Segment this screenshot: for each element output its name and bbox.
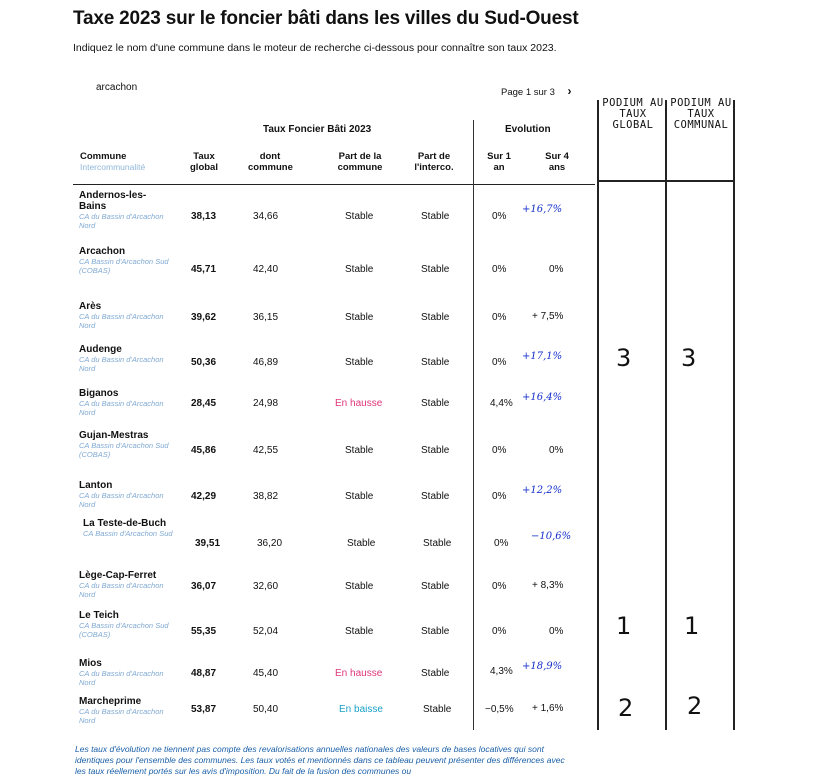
part-commune: Stable: [345, 264, 374, 275]
part-commune: Stable: [345, 357, 374, 368]
evolution-4-ans: +18,9%: [522, 661, 563, 672]
part-interco: Stable: [421, 398, 450, 409]
part-commune: Stable: [345, 626, 374, 637]
evolution-1-an: −0,5%: [485, 704, 514, 715]
part-interco: Stable: [423, 538, 452, 549]
dont-commune: 36,20: [257, 538, 283, 549]
pagination: [501, 84, 572, 98]
evolution-4-ans: −10,6%: [531, 531, 572, 542]
part-commune: En hausse: [335, 398, 383, 409]
commune-group: CA Bassin d'Arcachon Sud (COBAS): [79, 257, 169, 275]
taux-global: 50,36: [191, 357, 217, 368]
commune-group: CA du Bassin d'Arcachon Nord: [79, 581, 164, 599]
evolution-4-ans: + 1,6%: [532, 703, 564, 714]
header-commune[interactable]: Commune: [80, 151, 127, 162]
evolution-1-an: 4,3%: [490, 666, 513, 677]
evolution-1-an: 0%: [492, 264, 507, 275]
page-subtitle: Indiquez le nom d'une commune dans le moteur de recherche ci-dessous pour connaître son taux 2023.: [73, 42, 557, 54]
commune-name: Gujan-Mestras CA Bassin d'Arcachon Sud (COBAS): [79, 430, 169, 459]
dont-commune: 38,82: [253, 491, 279, 502]
evolution-1-an: 0%: [492, 211, 507, 222]
pen-rule-right: [733, 100, 735, 730]
dont-commune: 42,40: [253, 264, 279, 275]
evolution-4-ans: 0%: [549, 626, 564, 637]
dont-commune: 50,40: [253, 704, 279, 715]
commune-group: CA du Bassin d'Arcachon Nord: [79, 491, 164, 509]
commune-group: CA Bassin d'Arcachon Sud: [83, 529, 173, 538]
taux-global: 36,07: [191, 581, 217, 592]
rank-global-audenge: 3: [616, 344, 632, 372]
part-interco: Stable: [423, 704, 452, 715]
header-part-interco[interactable]: Part de l'interco.: [414, 151, 454, 173]
evolution-1-an: 0%: [494, 538, 509, 549]
pen-rule-left: [597, 100, 599, 730]
evolution-divider: [473, 120, 474, 730]
dont-commune: 52,04: [253, 626, 279, 637]
pen-rule-middle: [665, 100, 667, 730]
header-part-commune[interactable]: Part de la commune: [337, 151, 383, 173]
evolution-4-ans: 0%: [549, 264, 564, 275]
chevron-right-icon[interactable]: ›: [567, 84, 572, 98]
commune-name: Lanton CA du Bassin d'Arcachon Nord: [79, 480, 169, 509]
part-interco: Stable: [421, 357, 450, 368]
rank-communal-marcheprime: 2: [687, 692, 703, 720]
part-commune: En baisse: [339, 704, 383, 715]
part-interco: Stable: [421, 211, 450, 222]
commune-name: La Teste-de-Buch CA Bassin d'Arcachon Sud: [83, 518, 173, 538]
dont-commune: 24,98: [253, 398, 279, 409]
part-commune: Stable: [345, 491, 374, 502]
section-taux: Taux Foncier Bâti 2023: [263, 124, 372, 135]
commune-name: Arcachon CA Bassin d'Arcachon Sud (COBAS): [79, 246, 169, 275]
header-sur-1-an[interactable]: Sur 1 an: [487, 151, 511, 173]
part-interco: Stable: [421, 264, 450, 275]
part-commune: Stable: [345, 312, 374, 323]
part-interco: Stable: [421, 491, 450, 502]
part-commune: En hausse: [335, 668, 383, 679]
evolution-4-ans: +17,1%: [522, 351, 563, 362]
evolution-4-ans: +16,4%: [522, 392, 563, 403]
commune-name: Lège-Cap-Ferret CA du Bassin d'Arcachon Nord: [79, 570, 169, 599]
commune-group: CA du Bassin d'Arcachon Nord: [79, 212, 164, 230]
dont-commune: 34,66: [253, 211, 279, 222]
dont-commune: 32,60: [253, 581, 279, 592]
commune-group: CA Bassin d'Arcachon Sud (COBAS): [79, 621, 169, 639]
evolution-4-ans: + 8,3%: [532, 580, 564, 591]
evolution-1-an: 0%: [492, 445, 507, 456]
evolution-4-ans: + 7,5%: [532, 311, 564, 322]
evolution-4-ans: +12,2%: [522, 485, 563, 496]
part-commune: Stable: [347, 538, 376, 549]
evolution-4-ans: +16,7%: [522, 204, 563, 215]
handwritten-podium-global: PODIUM AU TAUX GLOBAL: [602, 97, 664, 131]
rank-global-le-teich: 1: [616, 612, 632, 640]
part-commune: Stable: [345, 445, 374, 456]
taux-global: 53,87: [191, 704, 217, 715]
taux-global: 28,45: [191, 398, 217, 409]
evolution-4-ans: 0%: [549, 445, 564, 456]
header-commune-sub: Intercommunalité: [80, 162, 146, 172]
header-divider: [73, 184, 595, 185]
evolution-1-an: 4,4%: [490, 398, 513, 409]
taux-global: 38,13: [191, 211, 217, 222]
commune-name: Biganos CA du Bassin d'Arcachon Nord: [79, 388, 169, 417]
part-interco: Stable: [421, 668, 450, 679]
dont-commune: 42,55: [253, 445, 279, 456]
commune-group: CA du Bassin d'Arcachon Nord: [79, 399, 164, 417]
commune-group: CA Bassin d'Arcachon Sud (COBAS): [79, 441, 169, 459]
evolution-1-an: 0%: [492, 357, 507, 368]
commune-name: Arès CA du Bassin d'Arcachon Nord: [79, 301, 169, 330]
taux-global: 45,71: [191, 264, 217, 275]
evolution-1-an: 0%: [492, 491, 507, 502]
header-taux-global[interactable]: Taux global: [190, 151, 218, 173]
taux-global: 39,62: [191, 312, 217, 323]
taux-global: 42,29: [191, 491, 217, 502]
part-interco: Stable: [421, 581, 450, 592]
page-label: Page 1 sur 3: [501, 87, 555, 98]
commune-group: CA du Bassin d'Arcachon Nord: [79, 312, 164, 330]
commune-group: CA du Bassin d'Arcachon Nord: [79, 355, 164, 373]
commune-name: Andernos-les-Bains CA du Bassin d'Arcachon Nord: [79, 190, 169, 230]
taux-global: 39,51: [195, 538, 221, 549]
taux-global: 48,87: [191, 668, 217, 679]
rank-global-marcheprime: 2: [618, 694, 634, 722]
dont-commune: 36,15: [253, 312, 279, 323]
header-sur-4-ans[interactable]: Sur 4 ans: [545, 151, 569, 173]
taux-global: 55,35: [191, 626, 217, 637]
evolution-1-an: 0%: [492, 581, 507, 592]
commune-name: Marcheprime CA du Bassin d'Arcachon Nord: [79, 696, 169, 725]
part-commune: Stable: [345, 211, 374, 222]
evolution-1-an: 0%: [492, 626, 507, 637]
part-commune: Stable: [345, 581, 374, 592]
page-title: Taxe 2023 sur le foncier bâti dans les villes du Sud-Ouest: [73, 8, 579, 29]
footnote: Les taux d'évolution ne tiennent pas compte des revalorisations annuelles nationales des valeurs de bases locatives qui sont identiques pour l'ensemble des communes. Les taux votés et mentionnés dans ce tableau peuvent présenter des différences avec les taux réellement portés sur les avis d'imposition. Du fait de la fusion des communes ou: [75, 744, 565, 776]
rank-communal-audenge: 3: [681, 344, 697, 372]
commune-name: Audenge CA du Bassin d'Arcachon Nord: [79, 344, 169, 373]
rank-communal-le-teich: 1: [684, 612, 700, 640]
header-dont-commune[interactable]: dont commune: [248, 151, 293, 173]
dont-commune: 45,40: [253, 668, 279, 679]
commune-group: CA du Bassin d'Arcachon Nord: [79, 669, 164, 687]
commune-name: Le Teich CA Bassin d'Arcachon Sud (COBAS): [79, 610, 169, 639]
taux-global: 45,86: [191, 445, 217, 456]
part-interco: Stable: [421, 312, 450, 323]
part-interco: Stable: [421, 626, 450, 637]
section-evolution: Evolution: [505, 124, 551, 135]
search-input[interactable]: arcachon: [96, 82, 138, 93]
commune-group: CA du Bassin d'Arcachon Nord: [79, 707, 164, 725]
dont-commune: 46,89: [253, 357, 279, 368]
evolution-1-an: 0%: [492, 312, 507, 323]
commune-name: Mios CA du Bassin d'Arcachon Nord: [79, 658, 169, 687]
part-interco: Stable: [421, 445, 450, 456]
handwritten-podium-communal: PODIUM AU TAUX COMMUNAL: [670, 97, 732, 131]
